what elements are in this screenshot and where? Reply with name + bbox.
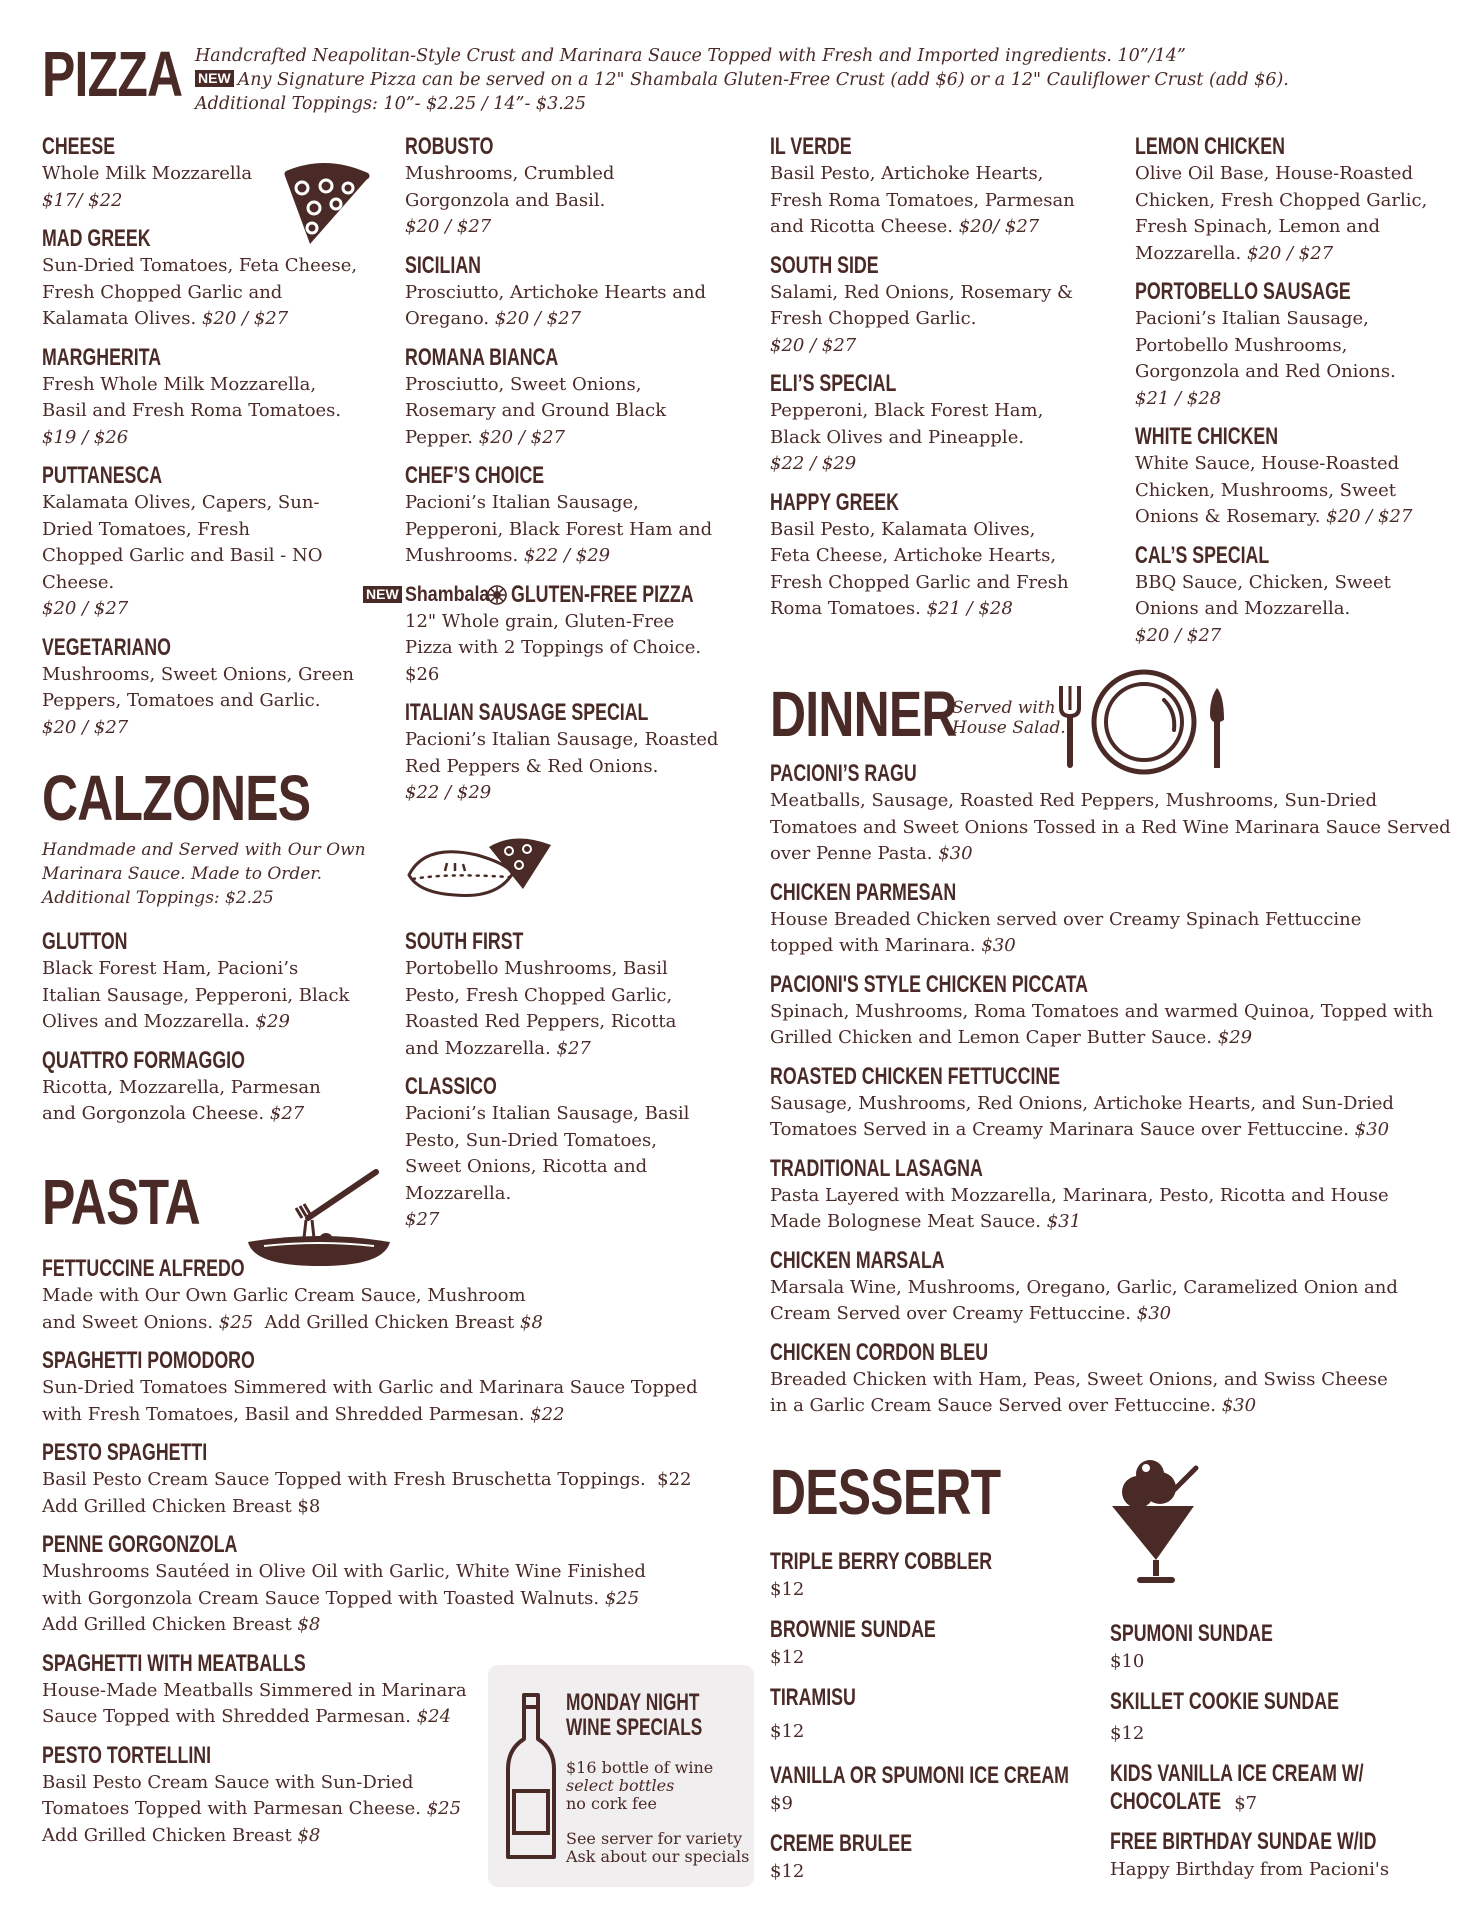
item-desc: Ricotta, Mozzarella, Parmesan and Gorgonzola Cheese. (42, 1076, 321, 1124)
item-desc: Pepperoni, Black Forest Ham, Black Olives and Pineapple. (770, 400, 1044, 448)
menu-item (405, 1073, 725, 1234)
menu-item (770, 879, 1460, 960)
dessert-item-kids (1110, 1760, 1460, 1816)
item-name: WHITE CHICKEN (1135, 423, 1279, 450)
item-name: KIDS VANILLA ICE CREAM W/ (1110, 1760, 1364, 1787)
item-price: $30 (981, 935, 1016, 956)
item-extra: Add Grilled Chicken Breast (42, 1824, 292, 1846)
item-price: $12 (1110, 1723, 1145, 1744)
item-price: $29 (1217, 1027, 1253, 1048)
menu-item (770, 971, 1460, 1052)
ice-cream-icon (1108, 1458, 1204, 1586)
menu-item (770, 760, 1460, 868)
pizza-column-2 (366, 133, 725, 818)
item-desc: Basil Pesto Cream Sauce with Sun-Dried Tomatoes Topped with Parmesan Cheese. (42, 1771, 421, 1819)
item-name: SPAGHETTI POMODORO (42, 1347, 255, 1374)
menu-item (770, 370, 1090, 478)
dessert-item-birthday (1110, 1828, 1460, 1884)
item-name: PENNE GORGONZOLA (42, 1531, 238, 1558)
wine-price-text: $16 bottle of wine (566, 1758, 714, 1777)
wine-specials-box (488, 1665, 754, 1887)
item-price: $30 (1136, 1303, 1172, 1324)
menu-item (770, 252, 1090, 360)
item-name: VEGETARIANO (42, 633, 171, 661)
item-price: $21 / $28 (1135, 387, 1222, 409)
item-name: FREE BIRTHDAY SUNDAE W/ID (1110, 1828, 1377, 1855)
item-name: VANILLA OR SPUMONI ICE CREAM (770, 1762, 1069, 1789)
item-name: TIRAMISU (770, 1684, 856, 1711)
item-extra-price: $8 (297, 1614, 321, 1635)
new-badge: NEW (195, 70, 234, 87)
item-price: $30 (1354, 1119, 1390, 1140)
item-price: $22 / $29 (770, 453, 857, 474)
item-desc: 12" Whole grain, Gluten-Free Pizza with 2 Toppings of Choice. (405, 610, 702, 658)
wine-cork-text: no cork fee (566, 1794, 657, 1813)
item-name: SPUMONI SUNDAE (1110, 1620, 1273, 1647)
item-name: PACIONI'S STYLE CHICKEN PICCATA (770, 970, 1089, 998)
dinner-title: DINNER (770, 678, 957, 750)
item-name: ITALIAN SAUSAGE SPECIAL (405, 699, 649, 726)
calzones-column-2 (405, 928, 725, 1245)
item-price: $20 / $27 (405, 216, 492, 237)
item-price: $30 (1221, 1395, 1257, 1416)
dessert-item (770, 1616, 1100, 1672)
menu-item (42, 1047, 372, 1128)
pizza-intro-line2 (195, 68, 1395, 92)
item-name: SOUTH FIRST (405, 928, 524, 955)
pizza-title: PIZZA (42, 38, 183, 110)
item-desc: Breaded Chicken with Ham, Peas, Sweet Onions, and Swiss Cheese in a Garlic Cream Sauce Served over Fettuccine. (770, 1368, 1388, 1416)
item-name-line2: CHOCOLATE (1110, 1788, 1222, 1815)
item-price: $20 / $27 (478, 426, 565, 448)
item-desc: Sausage, Mushrooms, Red Onions, Artichoke Hearts, and Sun-Dried Tomatoes Served in a Creamy Marinara Sauce over Fettuccine. (770, 1092, 1394, 1140)
item-price: $29 (255, 1011, 290, 1032)
item-name: GLUTEN-FREE PIZZA (511, 580, 694, 608)
dinner-column (770, 760, 1460, 1431)
menu-item (42, 1347, 742, 1428)
dessert-column-1 (770, 1548, 1100, 1898)
pizza-column-4 (1135, 133, 1455, 660)
dessert-item (1110, 1620, 1460, 1676)
item-name: BROWNIE SUNDAE (770, 1616, 936, 1643)
dinner-note-line1: Served with (952, 698, 1056, 718)
item-name: FETTUCCINE ALFREDO (42, 1255, 245, 1282)
item-name: TRIPLE BERRY COBBLER (770, 1548, 993, 1575)
item-price: $22 / $29 (523, 545, 611, 566)
calzones-intro-line3: Additional Toppings: $2.25 (42, 888, 274, 908)
item-name: CAL’S SPECIAL (1135, 541, 1270, 569)
dessert-item (770, 1548, 1100, 1604)
calzones-column-1 (42, 928, 372, 1139)
sun-logo-icon (487, 585, 507, 605)
item-name: LEMON CHICKEN (1135, 133, 1285, 160)
item-price: $12 (770, 1647, 805, 1668)
pasta-title: PASTA (42, 1166, 200, 1238)
item-price: $10 (1110, 1651, 1145, 1672)
item-name: ROBUSTO (405, 133, 494, 160)
dessert-item (770, 1684, 1100, 1746)
item-desc: Mushrooms, Sweet Onions, Green Peppers, Tomatoes and Garlic. (42, 663, 354, 711)
item-name: CLASSICO (405, 1073, 497, 1100)
item-name: CHICKEN PARMESAN (770, 878, 957, 906)
item-desc: Pacioni’s Italian Sausage, Roasted Red Peppers & Red Onions. (405, 729, 719, 777)
item-name: IL VERDE (770, 133, 852, 160)
dessert-title: DESSERT (770, 1456, 1001, 1528)
pizza-intro (195, 44, 1395, 116)
item-price: $20 / $27 (201, 308, 289, 329)
item-desc: Basil Pesto, Kalamata Olives, Feta Cheese, Artichoke Hearts, Fresh Chopped Garlic and Fresh Roma Tomatoes. (770, 518, 1069, 619)
item-desc: BBQ Sauce, Chicken, Sweet Onions and Mozzarella. (1135, 571, 1391, 619)
item-price: $20 / $27 (770, 334, 857, 356)
item-name: CHICKEN MARSALA (770, 1246, 945, 1274)
item-desc: Pacioni’s Italian Sausage, Basil Pesto, Sun-Dried Tomatoes, Sweet Onions, Ricotta and Mozzarella. (405, 1103, 690, 1204)
dessert-column-2 (1110, 1620, 1460, 1896)
item-name: SOUTH SIDE (770, 251, 879, 279)
menu-item (405, 344, 725, 452)
item-desc: Black Forest Ham, Pacioni’s Italian Sausage, Pepperoni, Black Olives and Mozzarella. (42, 958, 350, 1032)
menu-item (42, 634, 362, 742)
dessert-item (770, 1762, 1100, 1818)
dessert-item (770, 1830, 1100, 1886)
item-price: $12 (770, 1579, 805, 1600)
wine-title (566, 1690, 702, 1740)
menu-item (42, 225, 362, 333)
item-price: $27 (405, 1209, 440, 1230)
item-name: PESTO SPAGHETTI (42, 1439, 208, 1466)
menu-item (770, 1339, 1460, 1420)
menu-item (405, 699, 725, 807)
item-price: $19 / $26 (42, 426, 129, 448)
item-price: $20/ $27 (958, 216, 1040, 237)
shambala-logo: Shambala (405, 582, 490, 606)
menu-item (1135, 278, 1455, 412)
item-desc: Meatballs, Sausage, Roasted Red Peppers, Mushrooms, Sun-Dried Tomatoes and Sweet Onions Tossed in a Red Wine Marinara Sauce Served over Penne Pasta. (770, 790, 1451, 864)
calzones-intro-line2: Marinara Sauce. Made to Order. (42, 864, 323, 884)
item-name: SICILIAN (405, 251, 481, 279)
menu-item (42, 1439, 742, 1520)
calzones-intro-line1: Handmade and Served with Our Own (42, 840, 366, 860)
pizza-intro-line2-text: Any Signature Pizza can be served on a 12" Shambala Gluten-Free Crust (add $6) or a 12" Cauliflower Crust (add $6). (237, 70, 1289, 90)
item-desc: White Sauce, House-Roasted Chicken, Mushrooms, Sweet Onions & Rosemary. (1135, 453, 1400, 527)
item-name: MAD GREEK (42, 225, 151, 252)
item-desc: Sun-Dried Tomatoes, Feta Cheese, Fresh Chopped Garlic and Kalamata Olives. (42, 255, 358, 329)
item-name: QUATTRO FORMAGGIO (42, 1046, 245, 1074)
item-extra: Add Grilled Chicken Breast (42, 1614, 292, 1635)
item-name: ROASTED CHICKEN FETTUCCINE (770, 1062, 1061, 1090)
item-desc: Basil Pesto Cream Sauce Topped with Fresh Bruschetta Toppings. $22 (42, 1469, 692, 1490)
menu-item (1135, 133, 1455, 267)
menu-item (42, 1255, 742, 1336)
menu-item (770, 1155, 1460, 1236)
pasta-bowl-icon (244, 1160, 394, 1270)
item-desc: Marsala Wine, Mushrooms, Oregano, Garlic, Caramelized Onion and Cream Served over Creamy Fettuccine. (770, 1276, 1398, 1324)
new-badge: NEW (363, 586, 402, 603)
wine-bottle-icon (504, 1691, 558, 1863)
wine-title-line1: MONDAY NIGHT (566, 1689, 700, 1716)
menu-item (42, 928, 372, 1036)
menu-item (1135, 542, 1455, 650)
pizza-intro-line3: Additional Toppings: 10”- $2.25 / 14”- $3.25 (195, 94, 587, 114)
item-price: $31 (1046, 1211, 1082, 1232)
item-name: ROMANA BIANCA (405, 343, 559, 371)
item-price: $26 (405, 663, 440, 685)
item-price: $22 (530, 1403, 565, 1425)
item-name: CHICKEN CORDON BLEU (770, 1338, 989, 1366)
menu-item (405, 462, 725, 570)
item-price: $12 (770, 1861, 805, 1882)
item-desc: Whole Milk Mozzarella (42, 163, 253, 184)
calzone-icon (405, 833, 553, 903)
menu-item (405, 928, 725, 1062)
pizza-intro-line1: Handcrafted Neapolitan-Style Crust and Marinara Sauce Topped with Fresh and Imported ingredients. 10”/14” (195, 46, 1186, 66)
item-price: $25 (604, 1587, 640, 1609)
menu-item (770, 1063, 1460, 1144)
item-name: CREME BRULEE (770, 1830, 913, 1857)
item-name: TRADITIONAL LASAGNA (770, 1154, 983, 1182)
item-price: $20 / $27 (42, 598, 129, 619)
item-extra-price: $8 (520, 1311, 543, 1333)
dinner-note-line2: House Salad. (952, 718, 1066, 738)
item-desc: Basil Pesto, Artichoke Hearts, Fresh Roma Tomatoes, Parmesan and Ricotta Cheese. (770, 163, 1075, 237)
item-desc: Fresh Whole Milk Mozzarella, Basil and Fresh Roma Tomatoes. (42, 373, 342, 421)
item-name: ELI’S SPECIAL (770, 370, 897, 397)
item-desc: Made with Our Own Garlic Cream Sauce, Mushroom and Sweet Onions. (42, 1285, 526, 1333)
menu-item (42, 1531, 742, 1639)
pizza-column-1 (42, 133, 362, 752)
wine-title-line2: WINE SPECIALS (566, 1714, 703, 1741)
item-extra: Add Grilled Chicken Breast $8 (42, 1495, 321, 1517)
menu-item (770, 489, 1090, 623)
item-desc: Pasta Layered with Mozzarella, Marinara, Pesto, Ricotta and House Made Bolognese Meat Sauce. (770, 1184, 1389, 1232)
item-desc: Pacioni’s Italian Sausage, Portobello Mushrooms, Gorgonzola and Red Onions. (1135, 308, 1396, 382)
item-desc: Prosciutto, Sweet Onions, Rosemary and Ground Black Pepper. (405, 373, 667, 448)
item-price: $9 (770, 1793, 793, 1814)
item-name: HAPPY GREEK (770, 488, 899, 516)
wine-specials-text: Ask about our specials (566, 1847, 750, 1866)
item-price: $20 / $27 (1135, 624, 1222, 646)
wine-variety-text: See server for variety (566, 1829, 743, 1848)
item-price: $21 / $28 (926, 598, 1013, 619)
item-desc: Kalamata Olives, Capers, Sun-Dried Tomatoes, Fresh Chopped Garlic and Basil - NO Cheese. (42, 492, 323, 593)
item-desc: Sun-Dried Tomatoes Simmered with Garlic and Marinara Sauce Topped with Fresh Tomatoes, Basil and Shredded Parmesan. (42, 1377, 698, 1425)
item-extra-price: $8 (297, 1824, 321, 1846)
menu-item (770, 1247, 1460, 1328)
fork-icon (1058, 684, 1082, 770)
item-name: CHEESE (42, 133, 116, 160)
item-desc: Spinach, Mushrooms, Roma Tomatoes and warmed Quinoa, Topped with Grilled Chicken and Lemon Caper Butter Sauce. (770, 1000, 1434, 1048)
pizza-column-3 (770, 133, 1090, 634)
item-price: $24 (416, 1706, 452, 1727)
menu-item (42, 462, 362, 623)
item-price: $25 (218, 1311, 254, 1333)
item-name: MARGHERITA (42, 343, 162, 371)
item-price: $20 / $27 (494, 308, 582, 329)
menu-item (770, 133, 1090, 241)
item-extra: Add Grilled Chicken Breast (264, 1311, 515, 1333)
item-name: CHEF’S CHOICE (405, 462, 545, 489)
item-desc: Mushrooms Sautéed in Olive Oil with Garlic, White Wine Finished with Gorgonzola Cream Sauce Topped with Toasted Walnuts. (42, 1561, 646, 1609)
item-price: $20 / $27 (1326, 506, 1413, 527)
item-price: $20 / $27 (1246, 242, 1334, 264)
menu-item (42, 344, 362, 452)
item-desc: Olive Oil Base, House-Roasted Chicken, Fresh Chopped Garlic, Fresh Spinach, Lemon and Mozzarella. (1135, 163, 1428, 264)
gluten-free-pizza (366, 580, 725, 689)
item-desc: House-Made Meatballs Simmered in Marinara Sauce Topped with Shredded Parmesan. (42, 1679, 467, 1727)
item-price: $12 (770, 1721, 805, 1742)
item-price: $30 (938, 843, 973, 864)
item-desc: Salami, Red Onions, Rosemary & Fresh Chopped Garlic. (770, 281, 1074, 329)
menu-item (405, 252, 725, 333)
item-price: $17/ $22 (42, 189, 123, 211)
dessert-item (1110, 1688, 1460, 1748)
item-name: PUTTANESCA (42, 462, 163, 489)
item-price: $25 (426, 1798, 462, 1819)
menu-item (405, 133, 725, 241)
item-desc: Mushrooms, Crumbled Gorgonzola and Basil. (405, 163, 615, 211)
calzones-title: CALZONES (42, 762, 311, 834)
item-name: SPAGHETTI WITH MEATBALLS (42, 1649, 306, 1677)
item-name: PORTOBELLO SAUSAGE (1135, 278, 1351, 305)
menu-item (1135, 423, 1455, 531)
item-desc: Prosciutto, Artichoke Hearts and Oregano. (405, 281, 707, 329)
knife-icon (1208, 686, 1226, 770)
item-price: $7 (1234, 1793, 1258, 1814)
item-price: $22 / $29 (405, 782, 492, 803)
item-price: $27 (556, 1037, 591, 1059)
item-desc: House Breaded Chicken served over Creamy Spinach Fettuccine topped with Marinara. (770, 908, 1362, 956)
dinner-note (952, 698, 1066, 738)
item-desc: Pacioni’s Italian Sausage, Pepperoni, Black Forest Ham and Mushrooms. (405, 492, 713, 566)
calzones-intro (42, 838, 366, 910)
item-name: SKILLET COOKIE SUNDAE (1110, 1688, 1339, 1715)
item-price: $27 (269, 1103, 305, 1124)
wine-select-text: select bottles (566, 1776, 675, 1795)
item-name: PESTO TORTELLINI (42, 1741, 212, 1769)
item-desc: Portobello Mushrooms, Basil Pesto, Fresh Chopped Garlic, Roasted Red Peppers, Ricotta and Mozzarella. (405, 958, 677, 1059)
item-name: GLUTTON (42, 928, 128, 955)
item-price: $20 / $27 (42, 716, 129, 738)
menu-item (42, 133, 362, 214)
item-desc: Happy Birthday from Pacioni's (1110, 1859, 1390, 1880)
item-name: PACIONI’S RAGU (770, 760, 917, 787)
